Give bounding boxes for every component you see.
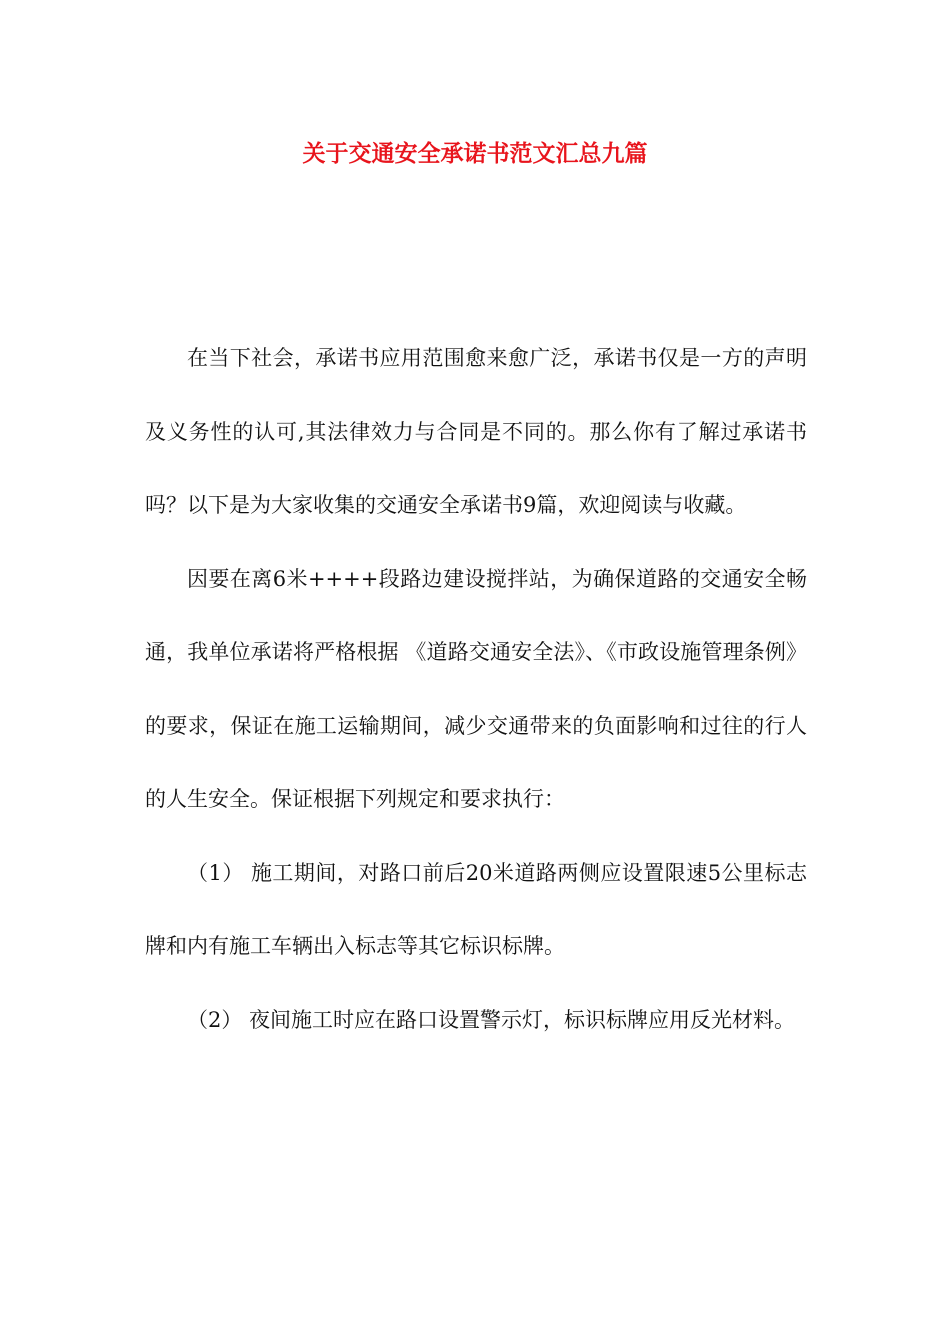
paragraph-item-1: （1） 施工期间，对路口前后20米道路两侧应设置限速5公里标志牌和内有施工车辆出入标志等其它标识标牌。 [145, 860, 807, 958]
paragraph-item-2: （2） 夜间施工时应在路口设置警示灯，标识标牌应用反光材料。 [187, 1007, 796, 1032]
paragraph-intro: 在当下社会，承诺书应用范围愈来愈广泛，承诺书仅是一方的声明及义务性的认可,其法律效力与合同是不同的。那么你有了解过承诺书吗？以下是为大家收集的交通安全承诺书9篇，欢迎阅读与收藏。 [145, 346, 807, 517]
document-body [145, 322, 807, 1057]
document-title: 关于交通安全承诺书范文汇总九篇 [302, 140, 648, 167]
paragraph-commitment: 因要在离6米++++段路边建设搅拌站，为确保道路的交通安全畅通，我单位承诺将严格根据 《道路交通安全法》、《市政设施管理条例》的要求，保证在施工运输期间，减少交通带来的负面影响和过往的行人的人生安全。保证根据下列规定和要求执行： [145, 566, 807, 811]
